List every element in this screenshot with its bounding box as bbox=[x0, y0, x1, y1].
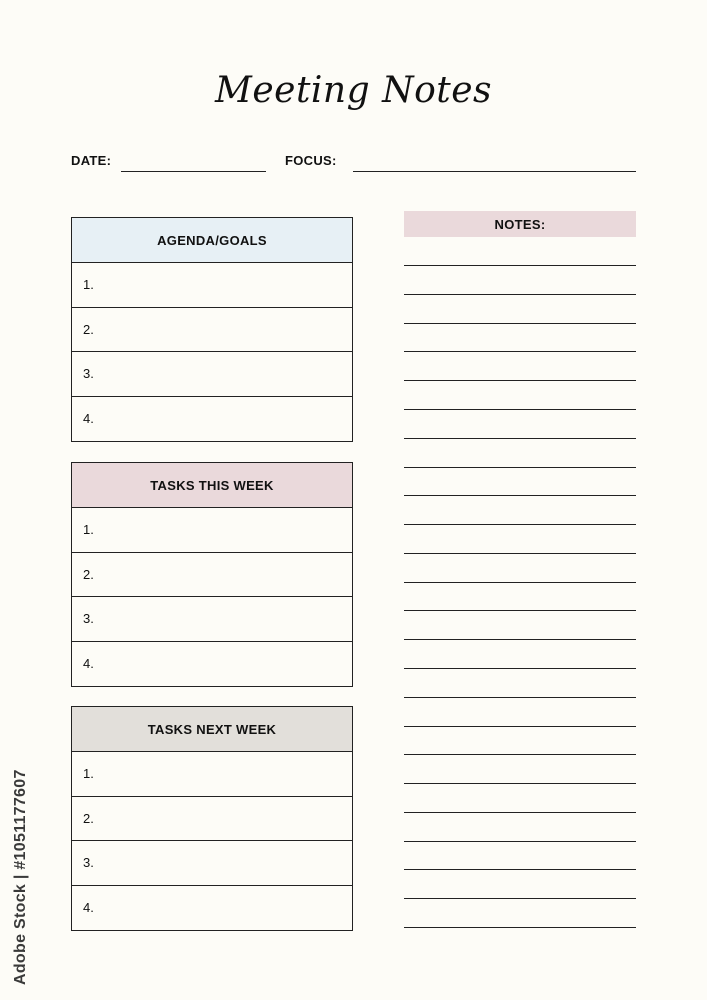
item-number: 3. bbox=[83, 366, 94, 382]
notes-line[interactable] bbox=[404, 927, 636, 928]
page-title: Meeting Notes bbox=[214, 70, 493, 111]
notes-line[interactable] bbox=[404, 841, 636, 842]
section-header: TASKS THIS WEEK bbox=[72, 463, 352, 508]
notes-line[interactable] bbox=[404, 553, 636, 554]
notes-line[interactable] bbox=[404, 754, 636, 755]
tasks-this-week-section bbox=[71, 462, 353, 687]
agenda-goals-section bbox=[71, 217, 353, 442]
tasks-next-week-section bbox=[71, 706, 353, 931]
focus-field[interactable] bbox=[353, 171, 636, 172]
item-number: 2. bbox=[83, 810, 94, 826]
notes-line[interactable] bbox=[404, 869, 636, 870]
item-number: 4. bbox=[83, 900, 94, 916]
notes-line[interactable] bbox=[404, 438, 636, 439]
item-number: 3. bbox=[83, 855, 94, 871]
task-item[interactable] bbox=[72, 797, 352, 842]
task-item[interactable] bbox=[72, 886, 352, 931]
agenda-item[interactable] bbox=[72, 397, 352, 442]
notes-line[interactable] bbox=[404, 524, 636, 525]
notes-line[interactable] bbox=[404, 495, 636, 496]
item-number: 1. bbox=[83, 766, 94, 782]
notes-line[interactable] bbox=[404, 467, 636, 468]
task-item[interactable] bbox=[72, 508, 352, 553]
agenda-item[interactable] bbox=[72, 308, 352, 353]
agenda-item[interactable] bbox=[72, 263, 352, 308]
agenda-item[interactable] bbox=[72, 352, 352, 397]
task-item[interactable] bbox=[72, 642, 352, 687]
date-label: DATE: bbox=[71, 153, 112, 168]
notes-line[interactable] bbox=[404, 783, 636, 784]
notes-line[interactable] bbox=[404, 265, 636, 266]
notes-line[interactable] bbox=[404, 323, 636, 324]
item-number: 2. bbox=[83, 321, 94, 337]
notes-line[interactable] bbox=[404, 639, 636, 640]
notes-line[interactable] bbox=[404, 294, 636, 295]
notes-line[interactable] bbox=[404, 582, 636, 583]
notes-line[interactable] bbox=[404, 697, 636, 698]
notes-line[interactable] bbox=[404, 726, 636, 727]
notes-line[interactable] bbox=[404, 380, 636, 381]
item-number: 1. bbox=[83, 522, 94, 538]
notes-line[interactable] bbox=[404, 409, 636, 410]
notes-line[interactable] bbox=[404, 610, 636, 611]
section-header: TASKS NEXT WEEK bbox=[72, 707, 352, 752]
task-item[interactable] bbox=[72, 752, 352, 797]
task-item[interactable] bbox=[72, 597, 352, 642]
notes-header: NOTES: bbox=[404, 211, 636, 237]
item-number: 1. bbox=[83, 277, 94, 293]
stock-credit: Adobe Stock | #1051177607 bbox=[12, 769, 29, 985]
item-number: 3. bbox=[83, 611, 94, 627]
item-number: 4. bbox=[83, 656, 94, 672]
date-field[interactable] bbox=[121, 171, 266, 172]
task-item[interactable] bbox=[72, 841, 352, 886]
focus-label: FOCUS: bbox=[285, 153, 337, 168]
notes-line[interactable] bbox=[404, 898, 636, 899]
item-number: 4. bbox=[83, 411, 94, 427]
section-header: AGENDA/GOALS bbox=[72, 218, 352, 263]
task-item[interactable] bbox=[72, 553, 352, 598]
notes-line[interactable] bbox=[404, 812, 636, 813]
notes-line[interactable] bbox=[404, 668, 636, 669]
item-number: 2. bbox=[83, 566, 94, 582]
notes-line[interactable] bbox=[404, 351, 636, 352]
